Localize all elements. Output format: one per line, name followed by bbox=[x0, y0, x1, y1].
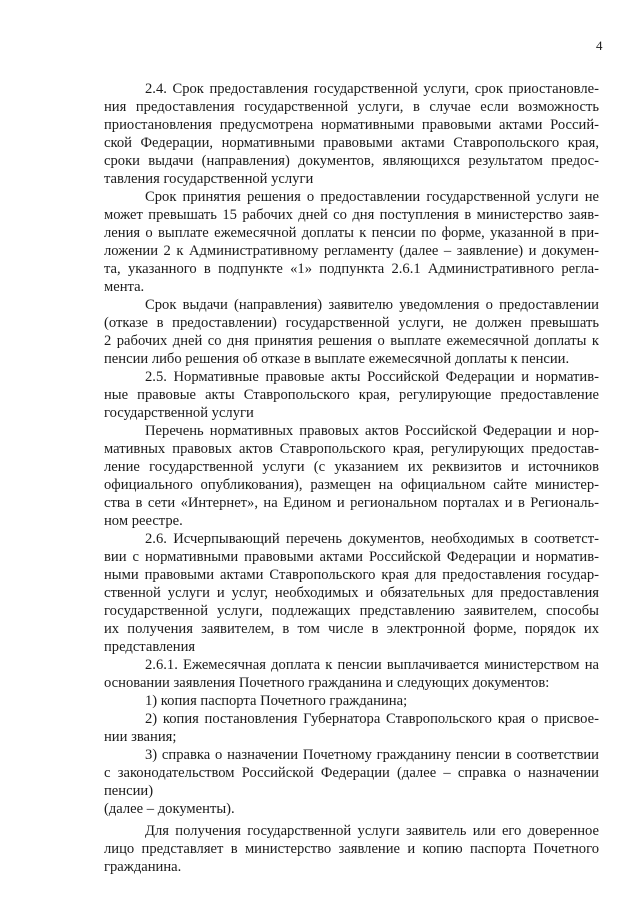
text-line: 2.5. Нормативные правовые акты Российской Федерации и норматив- bbox=[145, 369, 599, 385]
text-line: государственной услуги, подлежащих представлению заявителем, способы bbox=[104, 603, 599, 619]
text-line: 2.6. Исчерпывающий перечень документов, необходимых в соответст- bbox=[145, 531, 599, 547]
text-line: ные правовые акты Ставропольского края, регулирующие предоставление bbox=[104, 387, 599, 403]
text-line: ской Федерации, нормативными правовыми актами Ставропольского края, bbox=[104, 135, 599, 151]
list-item: 2) копия постановления Губернатора Ставропольского края о присвое- bbox=[145, 711, 599, 727]
text-line: 2.6.1. Ежемесячная доплата к пенсии выплачивается министерством на bbox=[145, 657, 599, 673]
text-line: ства в сети «Интернет», на Едином и региональном порталах и в Региональ- bbox=[104, 495, 599, 511]
text-line: вии с нормативными правовыми актами Российской Федерации и норматив- bbox=[104, 549, 599, 565]
text-line: пенсии) bbox=[104, 783, 154, 799]
text-line: представления bbox=[104, 639, 196, 655]
page-number: 4 bbox=[596, 38, 603, 53]
text-line: Перечень нормативных правовых актов Российской Федерации и нор- bbox=[145, 423, 599, 439]
text-line: Срок выдачи (направления) заявителю уведомления о предоставлении bbox=[145, 297, 599, 313]
text-line: тавления государственной услуги bbox=[104, 171, 314, 187]
text-line: ственной услуги и услуг, необходимых и обязательных для предоставления bbox=[104, 585, 599, 601]
text-line: мента. bbox=[104, 279, 145, 295]
text-line: ления о выплате ежемесячной доплаты к пенсии по форме, указанной в при- bbox=[104, 225, 599, 241]
text-line: официального опубликования), размещен на официальном сайте министер- bbox=[104, 477, 599, 493]
text-line: та, указанного в подпункте «1» подпункта 2.6.1 Административного регла- bbox=[104, 261, 599, 277]
text-line: нии звания; bbox=[104, 729, 177, 745]
text-line: ном реестре. bbox=[104, 513, 183, 529]
text-line: их получения заявителем, в том числе в электронной форме, порядок их bbox=[104, 621, 599, 637]
text-line: приостановления предусмотрена нормативными правовыми актами Россий- bbox=[104, 117, 599, 133]
text-line: Срок принятия решения о предоставлении государственной услуги не bbox=[145, 189, 599, 205]
text-line: с законодательством Российской Федерации (далее – справка о назначении bbox=[104, 765, 599, 781]
text-line: ния предоставления государственной услуги, в случае если возможность bbox=[104, 99, 599, 115]
text-line: гражданина. bbox=[104, 859, 182, 875]
text-line: сроки выдачи (направления) документов, являющихся результатом предос- bbox=[104, 153, 599, 169]
text-line: (далее – документы). bbox=[104, 801, 235, 817]
text-line: пенсии либо решения об отказе в выплате ежемесячной доплаты к пенсии. bbox=[104, 351, 570, 367]
text-line: 2 рабочих дней со дня принятия решения о выплате ежемесячной доплаты к bbox=[104, 333, 599, 349]
text-line: ление государственной услуги (с указанием их реквизитов и источников bbox=[104, 459, 599, 475]
text-line: ложении 2 к Административному регламенту (далее – заявление) и докумен- bbox=[104, 243, 599, 259]
text-line: лицо представляет в министерство заявление и копию паспорта Почетного bbox=[104, 841, 599, 857]
text-line: (отказе в предоставлении) государственной услуги, не должен превышать bbox=[104, 315, 599, 331]
text-line: основании заявления Почетного гражданина и следующих документов: bbox=[104, 675, 550, 691]
list-item: 3) справка о назначении Почетному гражданину пенсии в соответствии bbox=[145, 747, 599, 763]
list-item: 1) копия паспорта Почетного гражданина; bbox=[145, 693, 408, 709]
text-line: может превышать 15 рабочих дней со дня поступления в министерство заяв- bbox=[104, 207, 599, 223]
text-line: мативных правовых актов Ставропольского края, регулирующих предостав- bbox=[104, 441, 599, 457]
text-line: Для получения государственной услуги заявитель или его доверенное bbox=[145, 823, 599, 839]
text-line: государственной услуги bbox=[104, 405, 254, 421]
text-line: 2.4. Срок предоставления государственной услуги, срок приостановле- bbox=[145, 81, 599, 97]
text-line: ными правовыми актами Ставропольского края для предоставления государ- bbox=[104, 567, 599, 583]
